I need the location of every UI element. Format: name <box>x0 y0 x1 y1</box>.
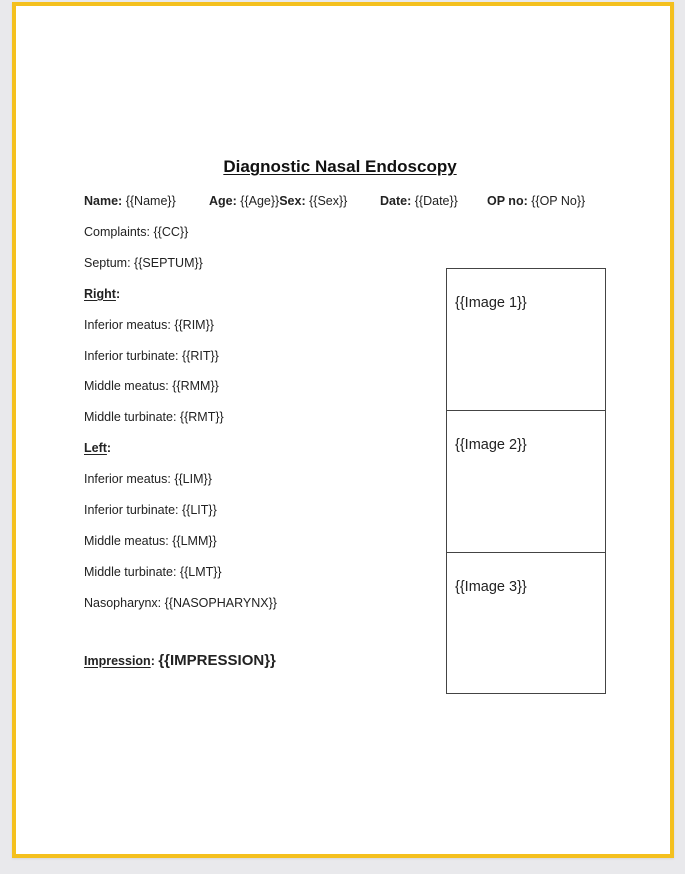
document-page <box>12 2 674 858</box>
field-value: {{LIT}} <box>181 503 217 517</box>
impression-label: Impression <box>84 654 151 668</box>
field-label: Inferior meatus: <box>84 472 171 486</box>
image-3-box <box>446 552 606 694</box>
image-1-label: {{Image 1}} <box>455 295 527 311</box>
date-field <box>380 194 458 208</box>
name-label: Name: <box>84 194 123 208</box>
field-label: Middle turbinate: <box>84 565 177 579</box>
op-no-label: OP no: <box>487 194 528 208</box>
left-heading <box>84 441 111 455</box>
image-1-box <box>446 268 606 411</box>
septum-value: {{SEPTUM}} <box>134 256 203 270</box>
right-heading-text: Right <box>84 287 116 301</box>
field-label: Middle turbinate: <box>84 410 177 424</box>
impression-colon: : <box>150 654 155 668</box>
right-heading <box>84 287 120 301</box>
right-heading-colon: : <box>115 287 121 301</box>
age-label: Age: <box>209 194 237 208</box>
age-value: {{Age}} <box>240 194 280 208</box>
septum-label: Septum: <box>84 256 131 270</box>
field-label: Middle meatus: <box>84 379 169 393</box>
field-value: {{LMM}} <box>172 534 217 548</box>
left-middle-meatus <box>84 534 217 548</box>
op-no-value: {{OP No}} <box>531 194 586 208</box>
field-value: {{LMT}} <box>179 565 222 579</box>
left-heading-colon: : <box>106 441 112 455</box>
field-value: {{NASOPHARYNX}} <box>164 596 277 610</box>
sex-label: Sex: <box>279 194 306 208</box>
septum-field <box>84 256 203 270</box>
field-label: Middle meatus: <box>84 534 169 548</box>
field-label: Inferior turbinate: <box>84 349 179 363</box>
left-inferior-turbinate <box>84 503 217 517</box>
left-heading-text: Left <box>84 441 107 455</box>
field-value: {{RMT}} <box>179 410 224 424</box>
field-value: {{RMM}} <box>172 379 219 393</box>
field-value: {{RIT}} <box>181 349 219 363</box>
op-no-field <box>487 194 585 208</box>
right-middle-turbinate <box>84 410 224 424</box>
left-inferior-meatus <box>84 472 212 486</box>
field-value: {{LIM}} <box>174 472 212 486</box>
field-label: Nasopharynx: <box>84 596 162 610</box>
left-middle-turbinate <box>84 565 222 579</box>
impression-value: {{IMPRESSION}} <box>158 652 276 669</box>
date-label: Date: <box>380 194 412 208</box>
document-title: Diagnostic Nasal Endoscopy <box>223 157 457 176</box>
age-sex-field <box>209 194 347 208</box>
date-value: {{Date}} <box>414 194 458 208</box>
image-3-label: {{Image 3}} <box>455 579 527 595</box>
complaints-field <box>84 225 188 239</box>
image-2-box <box>446 410 606 553</box>
impression-field <box>84 652 276 669</box>
complaints-value: {{CC}} <box>153 225 189 239</box>
right-inferior-turbinate <box>84 349 219 363</box>
right-middle-meatus <box>84 379 219 393</box>
nasopharynx-field <box>84 596 277 610</box>
field-value: {{RIM}} <box>174 318 214 332</box>
sex-value: {{Sex}} <box>309 194 348 208</box>
name-value: {{Name}} <box>125 194 176 208</box>
complaints-label: Complaints: <box>84 225 150 239</box>
right-inferior-meatus <box>84 318 214 332</box>
image-2-label: {{Image 2}} <box>455 437 527 453</box>
name-field <box>84 194 176 208</box>
field-label: Inferior turbinate: <box>84 503 179 517</box>
field-label: Inferior meatus: <box>84 318 171 332</box>
